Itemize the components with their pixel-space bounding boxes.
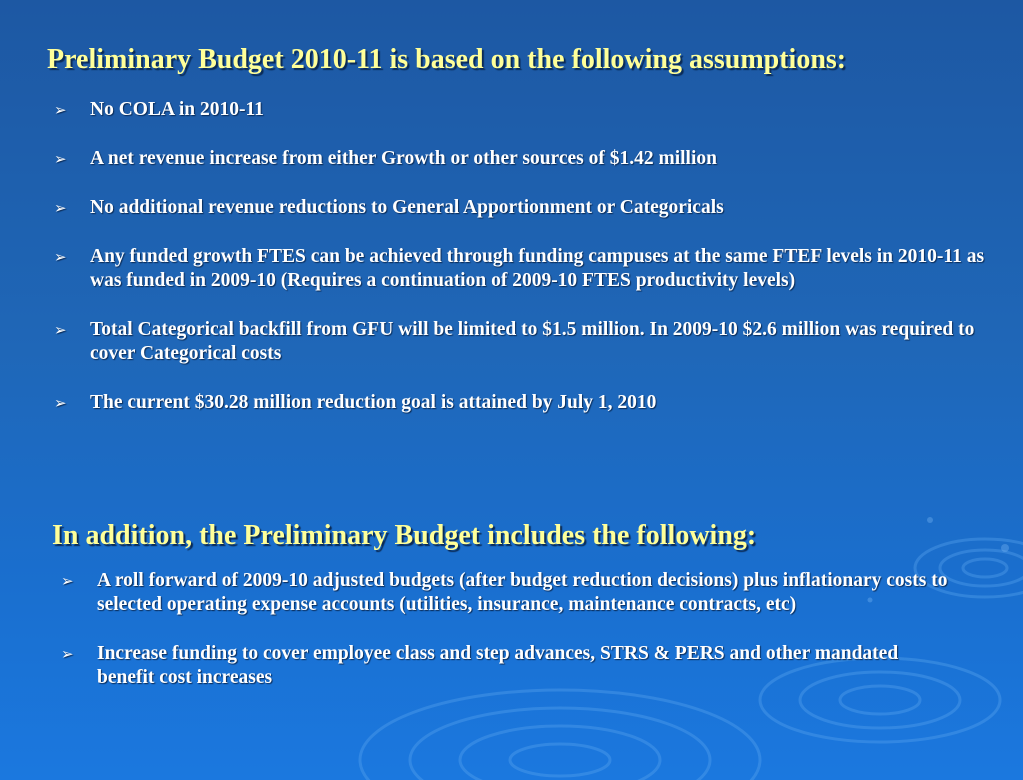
arrowhead-bullet-icon: ➢ — [54, 394, 67, 412]
inclusion-item — [58, 642, 958, 690]
inclusion-item — [58, 569, 958, 617]
arrowhead-bullet-icon: ➢ — [54, 101, 67, 119]
arrowhead-bullet-icon: ➢ — [54, 321, 67, 339]
assumption-text: No COLA in 2010-11 — [90, 99, 264, 120]
assumption-item — [51, 318, 1016, 366]
inclusion-text: Increase funding to cover employee class and step advances, STRS & PERS and other mandated benefit cost increases — [97, 643, 899, 688]
arrowhead-bullet-icon: ➢ — [61, 645, 74, 663]
arrowhead-bullet-icon: ➢ — [61, 572, 74, 590]
slide-title-assumptions: Preliminary Budget 2010-11 is based on the following assumptions: — [47, 44, 847, 75]
inclusions-list — [58, 569, 958, 715]
assumption-text: Any funded growth FTES can be achieved through funding campuses at the same FTEF levels in 2010-11 as was funded in 2009-10 (Requires a continuation of 2009-10 FTES productivity levels) — [90, 246, 985, 291]
assumption-text: A net revenue increase from either Growth or other sources of $1.42 million — [90, 148, 717, 169]
arrowhead-bullet-icon: ➢ — [54, 199, 67, 217]
arrowhead-bullet-icon: ➢ — [54, 248, 67, 266]
assumption-text: Total Categorical backfill from GFU will be limited to $1.5 million. In 2009-10 $2.6 million was required to cover Categorical costs — [90, 319, 975, 364]
assumption-text: The current $30.28 million reduction goal is attained by July 1, 2010 — [90, 392, 657, 413]
assumption-item — [51, 245, 1016, 293]
arrowhead-bullet-icon: ➢ — [54, 150, 67, 168]
assumption-item — [51, 147, 1016, 171]
assumption-item — [51, 98, 1016, 122]
assumption-item — [51, 196, 1016, 220]
assumption-text: No additional revenue reductions to General Apportionment or Categoricals — [90, 197, 724, 218]
inclusion-text: A roll forward of 2009-10 adjusted budgets (after budget reduction decisions) plus inflationary costs to selected operating expense accounts (utilities, insurance, maintenance contracts, etc) — [97, 570, 948, 615]
slide-title-inclusions: In addition, the Preliminary Budget includes the following: — [52, 520, 757, 551]
assumptions-list — [51, 98, 1016, 440]
assumption-item — [51, 391, 1016, 415]
